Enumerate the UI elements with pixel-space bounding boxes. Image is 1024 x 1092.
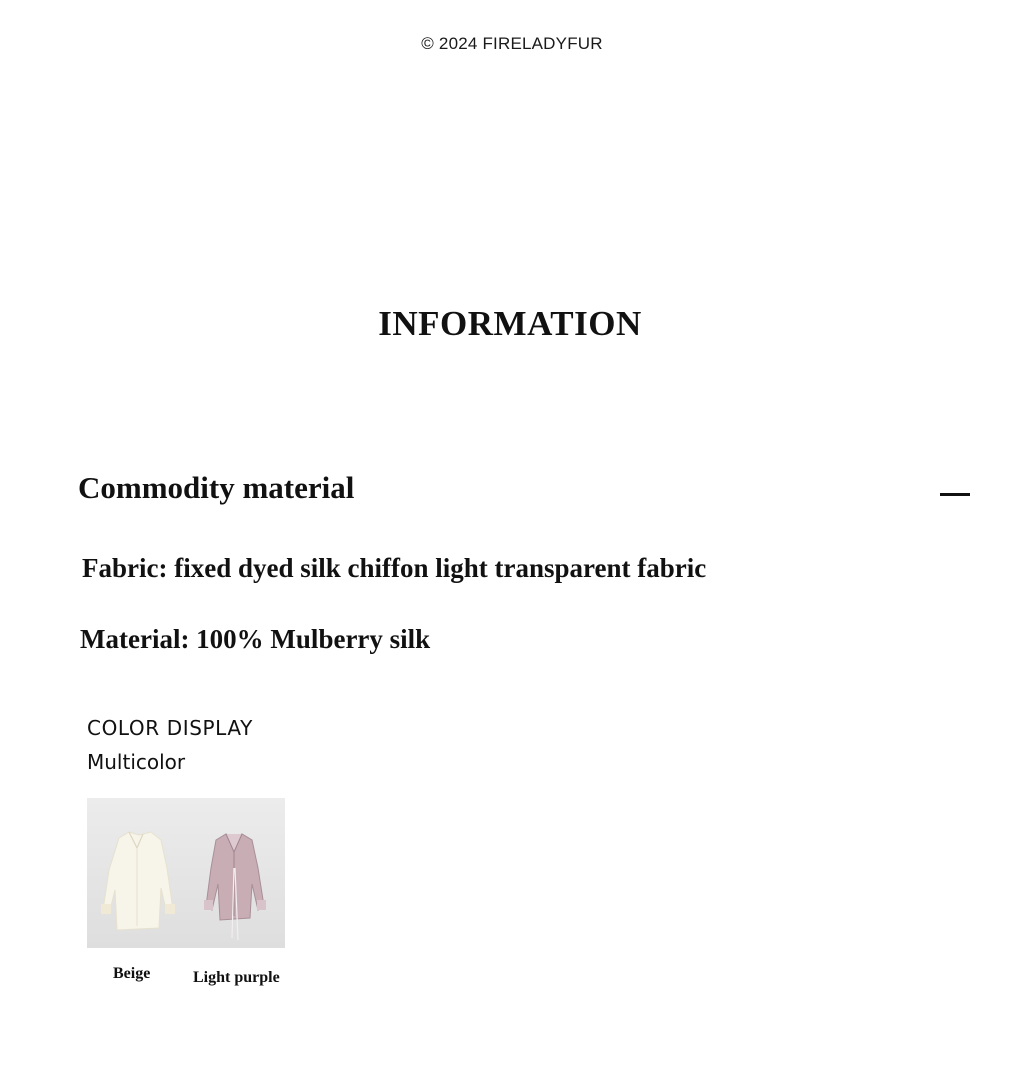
commodity-material-accordion-header[interactable]: [78, 466, 970, 516]
beige-blouse-image[interactable]: [87, 798, 186, 948]
color-label-beige: Beige: [113, 965, 151, 982]
information-title: INFORMATION: [378, 304, 642, 343]
minus-icon[interactable]: [940, 493, 970, 496]
footer-copyright: © 2024 FIRELADYFUR: [421, 34, 603, 53]
color-label-light-purple: Light purple: [193, 969, 280, 986]
material-spec: Material: 100% Mulberry silk: [80, 624, 431, 654]
color-swatch-image: [87, 798, 285, 948]
fabric-spec: Fabric: fixed dyed silk chiffon light transparent fabric: [82, 553, 707, 583]
color-display-subtitle: Multicolor: [87, 750, 186, 774]
color-display-heading: COLOR DISPLAY: [87, 716, 253, 740]
light-purple-blouse-image[interactable]: [186, 798, 285, 948]
accordion-title: Commodity material: [78, 470, 355, 505]
